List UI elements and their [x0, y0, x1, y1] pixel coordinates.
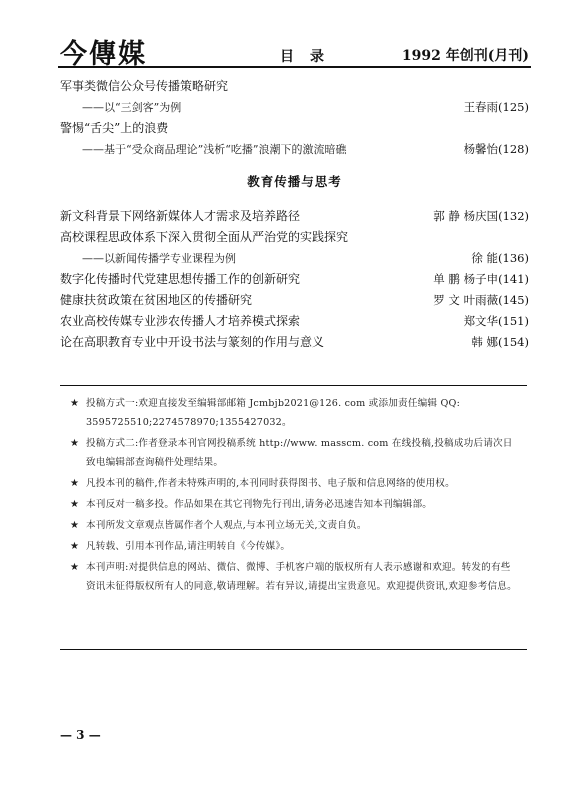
article-subtitle: ——以“三剑客”为例 — [82, 101, 182, 114]
article-title: 新文科背景下网络新媒体人才需求及培养路径 — [60, 209, 301, 223]
toc-entry — [60, 206, 529, 227]
toc-entry — [60, 139, 529, 160]
toc-entry — [60, 118, 529, 139]
toc-entry — [60, 290, 529, 311]
toc-entry — [60, 332, 529, 353]
article-subtitle: ——以新闻传播学专业课程为例 — [82, 252, 236, 265]
notice-item — [60, 394, 527, 432]
issue-info: 1992 年创刊(月刊) — [401, 48, 529, 64]
page-number: — 3 — — [60, 728, 101, 742]
article-title: 健康扶贫政策在贫困地区的传播研究 — [60, 293, 253, 307]
article-author-page: 徐 能(136) — [471, 251, 529, 265]
notice-item — [60, 537, 527, 556]
toc-entry — [60, 97, 529, 118]
star-icon: ★ — [70, 398, 80, 409]
star-icon: ★ — [70, 562, 80, 573]
notice-item — [60, 495, 527, 514]
star-icon: ★ — [70, 438, 80, 449]
article-author-page: 郑文华(151) — [463, 314, 529, 328]
notice-text: 本刊反对一稿多投。作品如果在其它刊物先行刊出,请务必迅速告知本刊编辑部。 — [86, 499, 433, 510]
star-icon: ★ — [70, 520, 80, 531]
toc-entry — [60, 311, 529, 332]
page-header — [58, 36, 531, 68]
article-title: 论在高职教育专业中开设书法与篆刻的作用与意义 — [60, 335, 325, 349]
notice-item — [60, 474, 527, 493]
journal-logo: 今傳媒 — [60, 39, 147, 70]
article-author-page: 王春雨(125) — [463, 100, 529, 114]
submission-notice-box — [60, 385, 527, 650]
toc-entry — [60, 248, 529, 269]
article-author-page: 杨馨怡(128) — [463, 142, 529, 156]
notice-text: 本刊声明:对提供信息的网站、微信、微博、手机客户端的版权所有人表示感谢和欢迎。转发的有些资讯未征得版权所有人的同意,敬请理解。若有异议,请提出宝贵意见。欢迎提供资讯,欢迎参考信息。 — [86, 562, 517, 592]
notice-text: 本刊所发文章观点皆属作者个人观点,与本刊立场无关,文责自负。 — [86, 520, 367, 531]
article-author-page: 郭 静 杨庆国(132) — [433, 209, 529, 223]
notice-item — [60, 558, 527, 596]
article-subtitle: ——基于“受众商品理论”浅析“吃播”浪潮下的激流暗礁 — [82, 143, 347, 156]
toc-group-top — [60, 76, 529, 160]
toc-entry — [60, 269, 529, 290]
toc-group-education — [60, 206, 529, 353]
section-heading: 教育传播与思考 — [247, 174, 342, 189]
star-icon: ★ — [70, 541, 80, 552]
notice-text: 投稿方式二:作者登录本刊官网投稿系统 http://www. masscm. com 在线投稿,投稿成功后请次日致电编辑部查询稿件处理结果。 — [86, 438, 513, 468]
article-title: 军事类微信公众号传播策略研究 — [60, 79, 229, 93]
article-title: 高校课程思政体系下深入贯彻全面从严治党的实践探究 — [60, 230, 349, 244]
toc-entry — [60, 76, 529, 97]
article-author-page: 韩 娜(154) — [471, 335, 529, 349]
notice-text: 凡转载、引用本刊作品,请注明转自《今传媒》。 — [86, 541, 291, 552]
notice-item — [60, 434, 527, 472]
toc-title: 目录 — [280, 49, 340, 65]
star-icon: ★ — [70, 499, 80, 510]
star-icon: ★ — [70, 478, 80, 489]
notice-text: 凡投本刊的稿件,作者未特殊声明的,本刊同时获得图书、电子版和信息网络的使用权。 — [86, 478, 455, 489]
notice-text: 投稿方式一:欢迎直接发至编辑部邮箱 Jcmbjb2021@126. com 或添加责任编辑 QQ: 3595725510;2274578970;1355427032。 — [86, 398, 461, 428]
article-author-page: 罗 文 叶雨薇(145) — [433, 293, 529, 307]
article-title: 警惕“舌尖”上的浪费 — [60, 121, 169, 135]
article-author-page: 单 鹏 杨子申(141) — [433, 272, 529, 286]
article-title: 农业高校传媒专业涉农传播人才培养模式探索 — [60, 314, 301, 328]
toc-entry — [60, 227, 529, 248]
notice-item — [60, 516, 527, 535]
toc-list — [60, 76, 529, 353]
article-title: 数字化传播时代党建思想传播工作的创新研究 — [60, 272, 301, 286]
